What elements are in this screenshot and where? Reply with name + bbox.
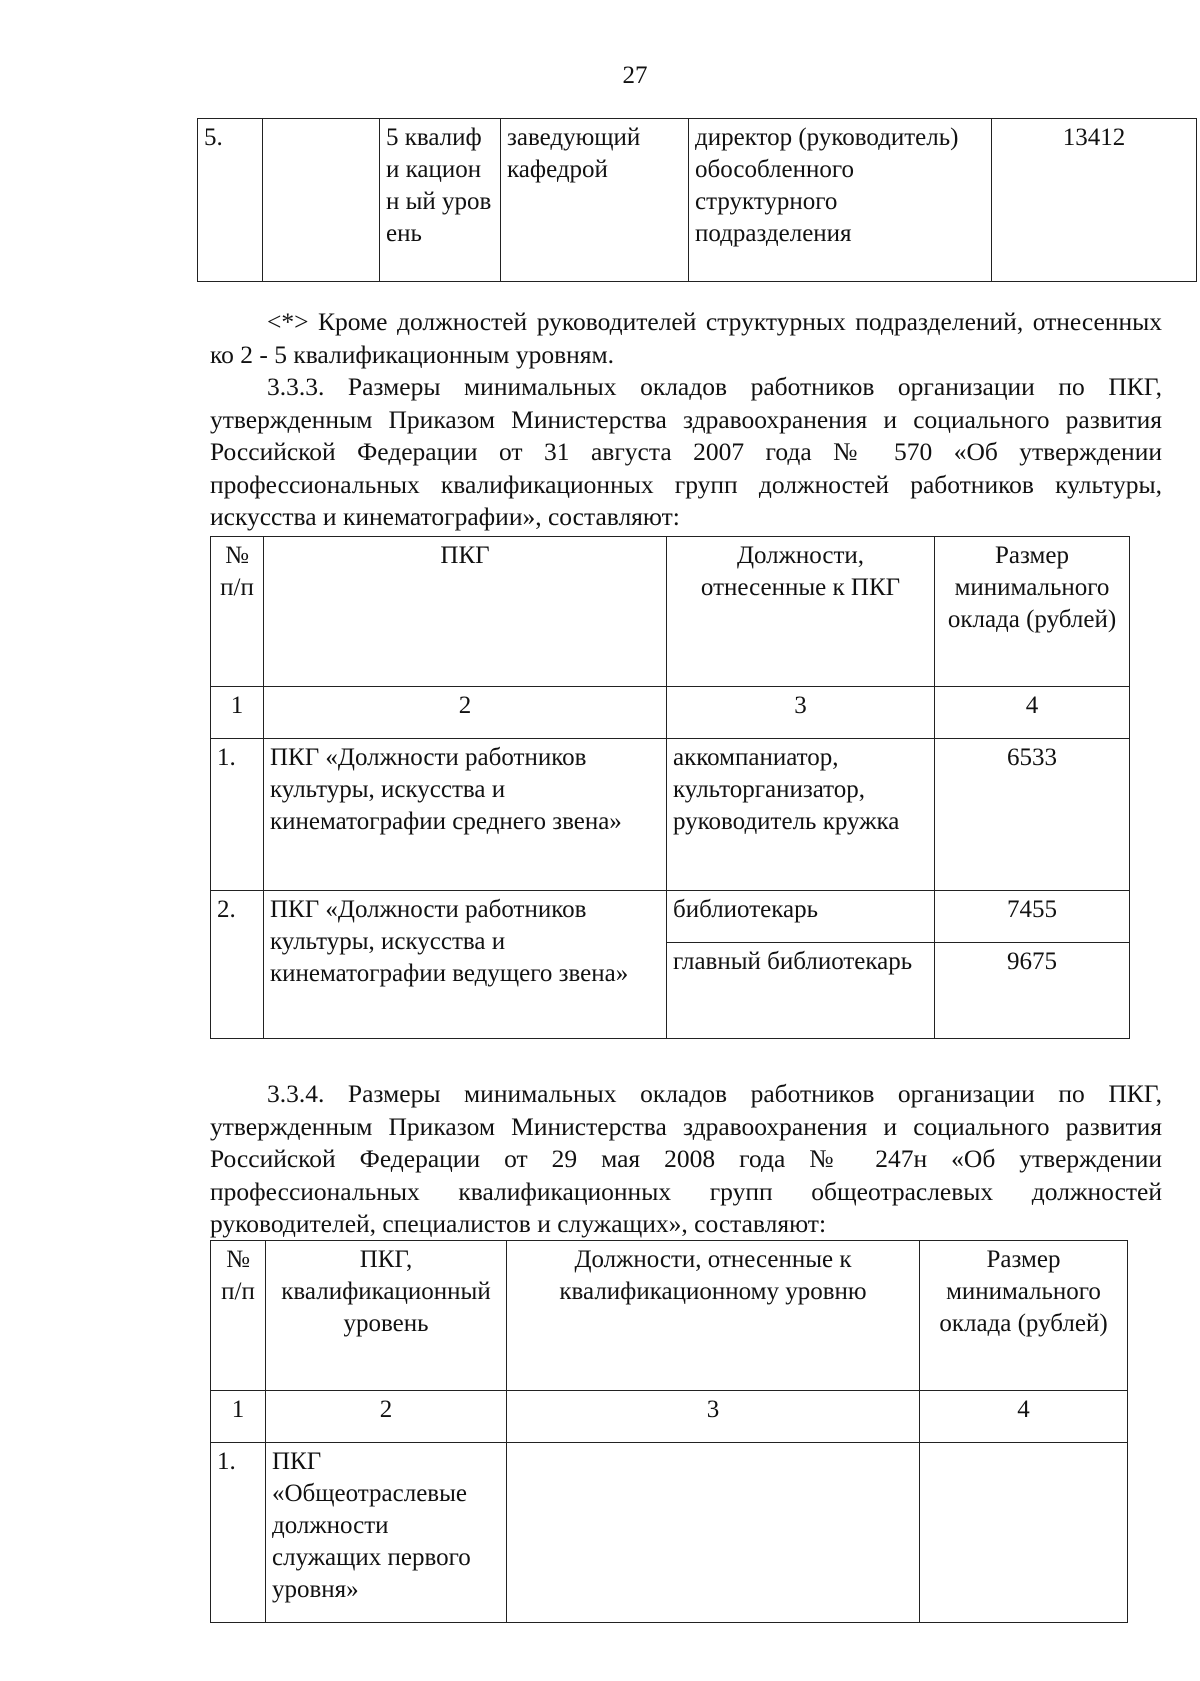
header-row bbox=[211, 1241, 1128, 1391]
section-3-3-4: 3.3.4. Размеры минимальных окладов работников организации по ПКГ, утвержденным Приказом Министерства здравоохранения и социального развития Российской Федерации от 29 мая 2008 года № 247н «Об утверждении профессиональных квалификационных групп общеотраслевых должностей руководителей, специалистов и служащих», составляют: bbox=[210, 1079, 1162, 1238]
col-number: 4 bbox=[920, 1391, 1128, 1443]
culture-pkg-table bbox=[210, 536, 1130, 1039]
header-pkg: ПКГ, квалификационный уровень bbox=[266, 1241, 507, 1391]
header-salary: Размер минимального оклада (рублей) bbox=[935, 537, 1130, 687]
row-number: 1. bbox=[211, 739, 264, 891]
header-positions: Должности, отнесенные к квалификационному уровню bbox=[507, 1241, 920, 1391]
position-b: директор (руководитель) обособленного структурного подразделения bbox=[689, 119, 992, 282]
continuation-table bbox=[197, 118, 1197, 282]
row-number: 1. bbox=[211, 1443, 266, 1623]
header-pkg: ПКГ bbox=[264, 537, 667, 687]
text-block-1 bbox=[210, 306, 1162, 534]
pkg-name: ПКГ «Должности работников культуры, искусства и кинематографии ведущего звена» bbox=[264, 891, 667, 1039]
table-row bbox=[211, 739, 1130, 891]
pkg-name: ПКГ «Общеотраслевые должности служащих первого уровня» bbox=[266, 1443, 507, 1623]
pkg-cell bbox=[263, 119, 380, 282]
salary: 9675 bbox=[935, 943, 1130, 1039]
header-num: № п/п bbox=[211, 537, 264, 687]
column-number-row bbox=[211, 687, 1130, 739]
position-a: заведующий кафедрой bbox=[501, 119, 689, 282]
column-number-row bbox=[211, 1391, 1128, 1443]
col-number: 2 bbox=[266, 1391, 507, 1443]
col-number: 3 bbox=[507, 1391, 920, 1443]
position-title bbox=[507, 1443, 920, 1623]
position-title: аккомпаниатор, культорганизатор, руководитель кружка bbox=[667, 739, 935, 891]
section-3-3-3: 3.3.3. Размеры минимальных окладов работников организации по ПКГ, утвержденным Приказом Министерства здравоохранения и социального развития Российской Федерации от 31 августа 2007 года № 570 «Об утверждении профессиональных квалификационных групп должностей работников культуры, искусства и кинематографии», составляют: bbox=[210, 372, 1162, 531]
footnote: <*> Кроме должностей руководителей структурных подразделений, отнесенных ко 2 - 5 квалификационным уровням. bbox=[210, 307, 1162, 369]
page-number: 27 bbox=[622, 62, 648, 89]
header-row bbox=[211, 537, 1130, 687]
header-num: № п/п bbox=[211, 1241, 266, 1391]
salary bbox=[920, 1443, 1128, 1623]
col-number: 1 bbox=[211, 1391, 266, 1443]
header-salary: Размер минимального оклада (рублей) bbox=[920, 1241, 1128, 1391]
qualification-level: 5 квалифи кационн ый уровень bbox=[380, 119, 501, 282]
salary: 6533 bbox=[935, 739, 1130, 891]
table-row bbox=[198, 119, 1197, 282]
header-positions: Должности, отнесенные к ПКГ bbox=[667, 537, 935, 687]
col-number: 4 bbox=[935, 687, 1130, 739]
row-number: 5. bbox=[198, 119, 263, 282]
pkg-name: ПКГ «Должности работников культуры, искусства и кинематографии среднего звена» bbox=[264, 739, 667, 891]
col-number: 3 bbox=[667, 687, 935, 739]
position-title: библиотекарь bbox=[667, 891, 935, 943]
salary: 13412 bbox=[992, 119, 1197, 282]
position-title: главный библиотекарь bbox=[667, 943, 935, 1039]
table-row bbox=[211, 891, 1130, 943]
col-number: 1 bbox=[211, 687, 264, 739]
table-row bbox=[211, 1443, 1128, 1623]
text-block-2 bbox=[210, 1078, 1162, 1241]
col-number: 2 bbox=[264, 687, 667, 739]
general-pkg-table bbox=[210, 1240, 1128, 1623]
row-number: 2. bbox=[211, 891, 264, 1039]
salary: 7455 bbox=[935, 891, 1130, 943]
